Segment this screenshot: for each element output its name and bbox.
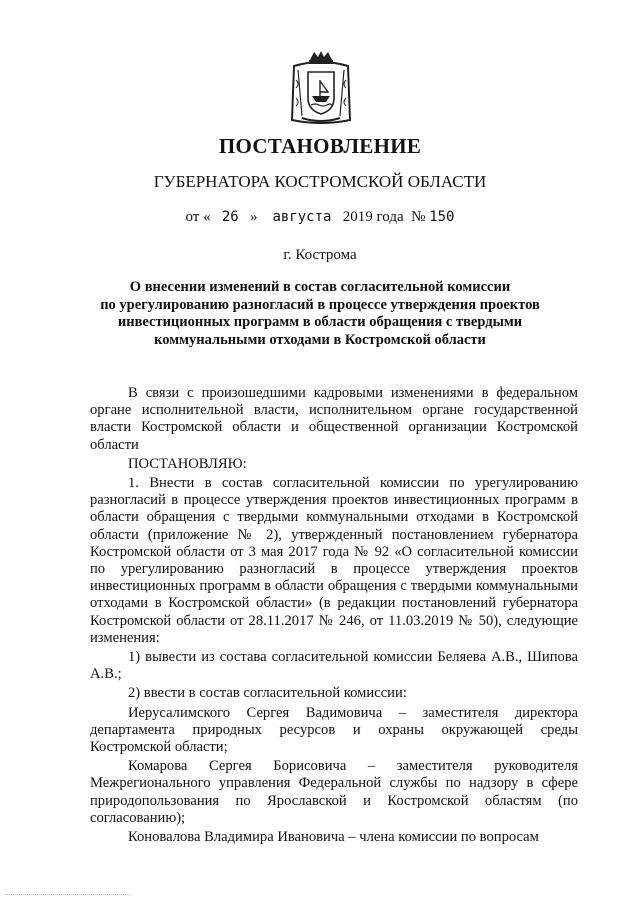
- body-paragraph: 1. Внести в состав согласительной комиссии по урегулированию разногласий в процессе утверждения проектов инвестиционных программ в области обращения с твердыми коммунальными отходами в Костромской области (приложение № 2), утвержденный постановлением губернатора Костромской области от 3 мая 2017 года № 92 «О согласительной комиссии по урегулированию разногласий в процессе утверждения проектов инвестиционных программ в области обращения с твердыми коммунальными отходами в Костромской области» (в редакции постановлений губернатора Костромской области от 28.11.2017 № 246, от 11.03.2019 № 50), следующие изменения:: [90, 475, 578, 646]
- document-type-title: ПОСТАНОВЛЕНИЕ: [218, 134, 422, 158]
- body-paragraph: Иерусалимского Сергея Вадимовича – заместителя директора департамента природных ресурсов и охраны окружающей среды Костромской области;: [90, 704, 578, 756]
- date-prefix: от «: [185, 209, 211, 225]
- date-day: 26: [221, 209, 239, 225]
- subject-line: коммунальными отходами в Костромской области: [154, 331, 486, 348]
- coat-of-arms-icon: [288, 50, 354, 126]
- subject-line: О внесении изменений в состав согласительной комиссии: [129, 279, 511, 295]
- body-paragraph: 2) ввести в состав согласительной комиссии:: [128, 685, 407, 702]
- date-year: 2019 года: [342, 209, 404, 225]
- resolution-keyword: ПОСТАНОВЛЯЮ:: [128, 455, 247, 472]
- document-number: 150: [429, 209, 455, 225]
- city: г. Кострома: [283, 247, 357, 263]
- body-paragraph: В связи с произошедшими кадровыми изменениями в федеральном органе исполнительной власти, исполнительном органе государственной власти Костромской области и общественной организации Костромской области: [90, 385, 578, 453]
- date-number-line: [0, 209, 640, 226]
- document-subject: [90, 279, 550, 349]
- body-paragraph: 1) вывести из состава согласительной комиссии Беляева А.В., Шипова А.В.;: [90, 649, 578, 683]
- date-quote-close: »: [249, 209, 258, 225]
- subject-line: инвестиционных программ в области обращения с твердыми: [117, 314, 523, 331]
- document-body: [90, 385, 578, 846]
- number-sign: №: [411, 209, 426, 225]
- date-month: августа: [272, 209, 332, 225]
- issuer-title: ГУБЕРНАТОРА КОСТРОМСКОЙ ОБЛАСТИ: [153, 172, 487, 191]
- subject-line: по урегулированию разногласий в процессе утверждения проектов: [100, 296, 540, 313]
- body-paragraph: Комарова Сергея Борисовича – заместителя руководителя Межрегионального управления Федеральной службы по надзору в сфере природопользования по Ярославской и Костромской областям (по согласованию);: [90, 758, 578, 826]
- body-paragraph: Коновалова Владимира Ивановича – члена комиссии по вопросам: [128, 829, 539, 846]
- scan-footer-mark: [6, 894, 130, 898]
